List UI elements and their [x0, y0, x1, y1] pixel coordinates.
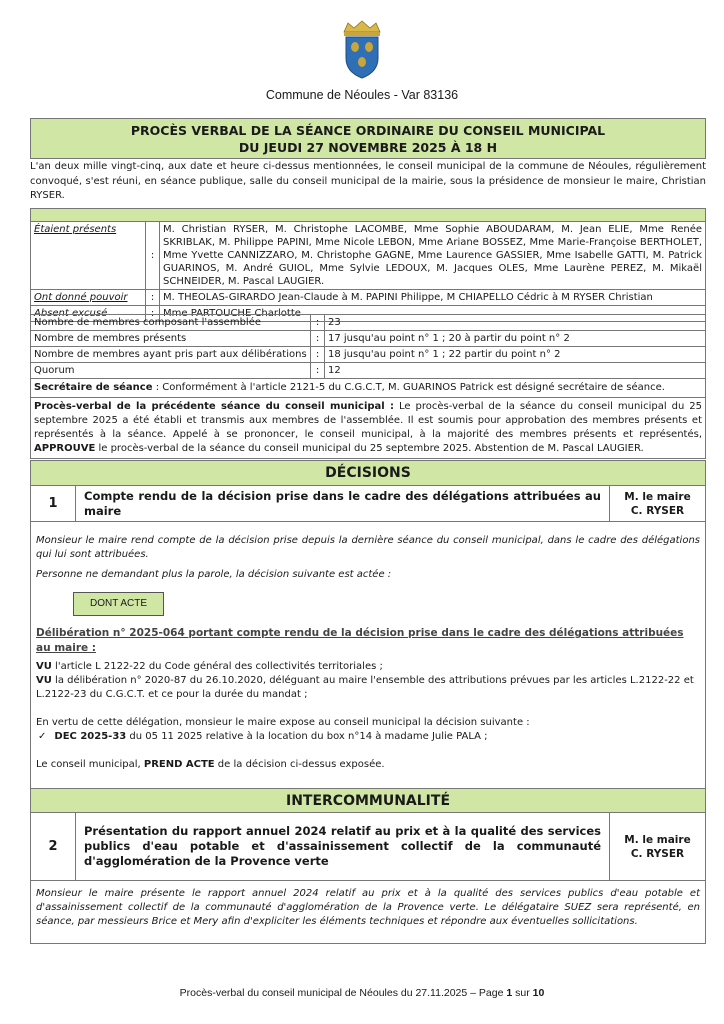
vu-label: VU — [36, 661, 52, 672]
footer-sur: sur — [512, 987, 533, 999]
rapporteur-role: M. le maire — [624, 833, 691, 846]
conclusion-bold: PREND ACTE — [143, 759, 215, 770]
rapporteur-role: M. le maire — [624, 490, 691, 503]
separator: : — [146, 222, 160, 290]
table-row — [31, 222, 706, 290]
item-title: Présentation du rapport annuel 2024 relatif au prix et à la qualité des services publics d'eau potable et d'assainissement collectif de la communauté d'agglomération de la Provence verte — [76, 813, 610, 880]
vu-text: l'article L 2122-22 du Code général des collectivités territoriales ; — [51, 661, 383, 672]
table-row — [31, 363, 706, 379]
rapporteur-name: C. RYSER — [630, 504, 685, 517]
secretary-label: Secrétaire de séance — [34, 382, 153, 393]
conclusion-end: de la décision ci-dessus exposée. — [214, 759, 385, 770]
vu-text: la délibération n° 2020-87 du 26.10.2020, déléguant au maire l'ensemble des attributions prévues par les articles L.2122-22 et L.2122-23 du C.G.C.T. et ce pour la durée du mandat ; — [36, 675, 694, 700]
table-row — [31, 290, 706, 306]
row-label: Absent excusé — [31, 306, 146, 322]
row-value: Mme PARTOUCHE Charlotte — [160, 306, 706, 322]
item-2-body: Monsieur le maire présente le rapport annuel 2024 relatif au prix et à la qualité des services publics d'eau potable et d'assainissement collectif de la communauté d'agglomération de la Provence verte. Le délégataire SUEZ sera représenté, en séance, par messieurs Brice et Mery afin d'expliciter les éléments techniques et répondre aux éventuelles sollicitations. — [36, 888, 700, 927]
conclusion-text: Le conseil municipal, — [36, 759, 144, 770]
item-1-body — [31, 522, 705, 788]
table-header-band — [31, 209, 706, 222]
row-label: Nombre de membres présents — [31, 331, 311, 347]
secretary-text: : Conformément à l'article 2121-5 du C.G.C.T, M. GUARINOS Patrick est désigné secrétaire de séance. — [152, 382, 665, 393]
page-footer — [0, 987, 724, 999]
dont-acte-box: DONT ACTE — [73, 592, 164, 616]
item-title: Compte rendu de la décision prise dans le cadre des délégations attribuées au maire — [76, 486, 610, 521]
section-heading: DÉCISIONS — [31, 461, 705, 486]
row-label: Étaient présents — [31, 222, 146, 290]
page-title — [30, 118, 706, 159]
table-row — [31, 331, 706, 347]
coat-of-arms-logo — [338, 20, 386, 80]
counts-table — [30, 314, 706, 379]
vu-label: VU — [36, 675, 52, 686]
secretary-row — [30, 379, 706, 398]
pv-text-end: le procès-verbal de la séance du conseil municipal du 25 septembre 2025. Abstention de M. Pascal LAUGIER. — [95, 443, 644, 454]
decision-text: du 05 11 2025 relative à la location du box n°14 à madame Julie PALA ; — [126, 731, 488, 742]
separator: : — [311, 347, 325, 363]
vertu-text: En vertu de cette délégation, monsieur le maire expose au conseil municipal la décision suivante : — [36, 717, 530, 728]
pv-label: Procès-verbal de la précédente séance du conseil municipal : — [34, 401, 395, 412]
agenda-item-2 — [31, 813, 705, 881]
table-row — [31, 347, 706, 363]
commune-name: Commune de Néoules - Var 83136 — [265, 88, 459, 102]
deliberation-title: Délibération n° 2025-064 portant compte rendu de la décision prise dans le cadre des délégations attribuées au maire : — [36, 627, 684, 654]
title-line-2: DU JEUDI 27 NOVEMBRE 2025 À 18 H — [238, 140, 498, 155]
title-line-1: PROCÈS VERBAL DE LA SÉANCE ORDINAIRE DU CONSEIL MUNICIPAL — [130, 123, 606, 138]
item-number: 2 — [31, 813, 76, 880]
row-value: 18 jusqu'au point n° 1 ; 22 partir du point n° 2 — [325, 347, 706, 363]
row-label: Ont donné pouvoir — [31, 290, 146, 306]
check-icon: ✓ — [38, 731, 47, 742]
separator: : — [311, 363, 325, 379]
row-value: M. THEOLAS-GIRARDO Jean-Claude à M. PAPINI Philippe, M CHIAPELLO Cédric à M RYSER Christian — [160, 290, 706, 306]
section-heading: INTERCOMMUNALITÉ — [31, 788, 705, 813]
separator: : — [311, 331, 325, 347]
separator: : — [311, 315, 325, 331]
pv-text: Le procès-verbal de la séance du conseil municipal du 25 septembre 2025 a été établi et transmis aux membres de l'assemblée. Il est soumis pour approbation des membres présents et représentés à la séance. Appelé à se prononcer, le conseil municipal, à la majorité des membres présents et représentés, — [34, 401, 702, 440]
decisions-section — [30, 460, 706, 944]
counts-block — [30, 314, 706, 459]
page-total: 10 — [532, 987, 545, 999]
row-label: Nombre de membres ayant pris part aux délibérations — [31, 347, 311, 363]
row-label: Nombre de membres composant l'assemblée — [31, 315, 311, 331]
no-speaker-text: Personne ne demandant plus la parole, la décision suivante est actée : — [36, 569, 392, 580]
previous-pv-row — [30, 398, 706, 459]
page-number: 1 — [506, 987, 513, 999]
row-label: Quorum — [31, 363, 311, 379]
separator: : — [146, 306, 160, 322]
table-row — [31, 315, 706, 331]
decision-ref: DEC 2025-33 — [54, 731, 127, 742]
attendance-table — [30, 208, 706, 322]
separator: : — [146, 290, 160, 306]
decision-intro: Monsieur le maire rend compte de la décision prise depuis la dernière séance du conseil municipal, dans le cadre des délégations qui lui sont attribuées. — [36, 535, 700, 560]
item-rapporteur — [610, 813, 705, 880]
agenda-item-1 — [31, 486, 705, 522]
row-value: 23 — [325, 315, 706, 331]
item-rapporteur — [610, 486, 705, 521]
pv-approve: APPROUVE — [34, 443, 96, 454]
row-value: 12 — [325, 363, 706, 379]
intro-paragraph: L'an deux mille vingt-cinq, aux date et heure ci-dessus mentionnées, le conseil municipal de la commune de Néoules, régulièrement convoqué, s'est réuni, en séance publique, salle du conseil municipal de la mairie, sous la présidence de monsieur le maire, Christian RYSER. — [30, 161, 706, 201]
row-value: M. Christian RYSER, M. Christophe LACOMBE, Mme Sophie ABOUDARAM, M. Jean ELIE, Mme Renée SKRIBLAK, M. Philippe PAPINI, Mme Nicole LEBON, Mme Ariane BOSSEZ, Mme Marie-Françoise BERTHOLET, Mme Yvette CANNIZZARO, M. Christophe GAGNE, Mme Laurence GASSIER, Mme Isabelle GATTI, M. Patrick GUARINOS, M. André GUIOL, Mme Sylvie LEDOUX, M. Jacques OLES, Mme Laurène PEREZ, M. Mikaël SCHNEIDER, M. Pascal LAUGIER. — [160, 222, 706, 290]
item-number: 1 — [31, 486, 76, 521]
footer-text: Procès-verbal du conseil municipal de Néoules du 27.11.2025 – Page — [179, 987, 507, 999]
row-value: 17 jusqu'au point n° 1 ; 20 à partir du point n° 2 — [325, 331, 706, 347]
rapporteur-name: C. RYSER — [630, 847, 685, 860]
